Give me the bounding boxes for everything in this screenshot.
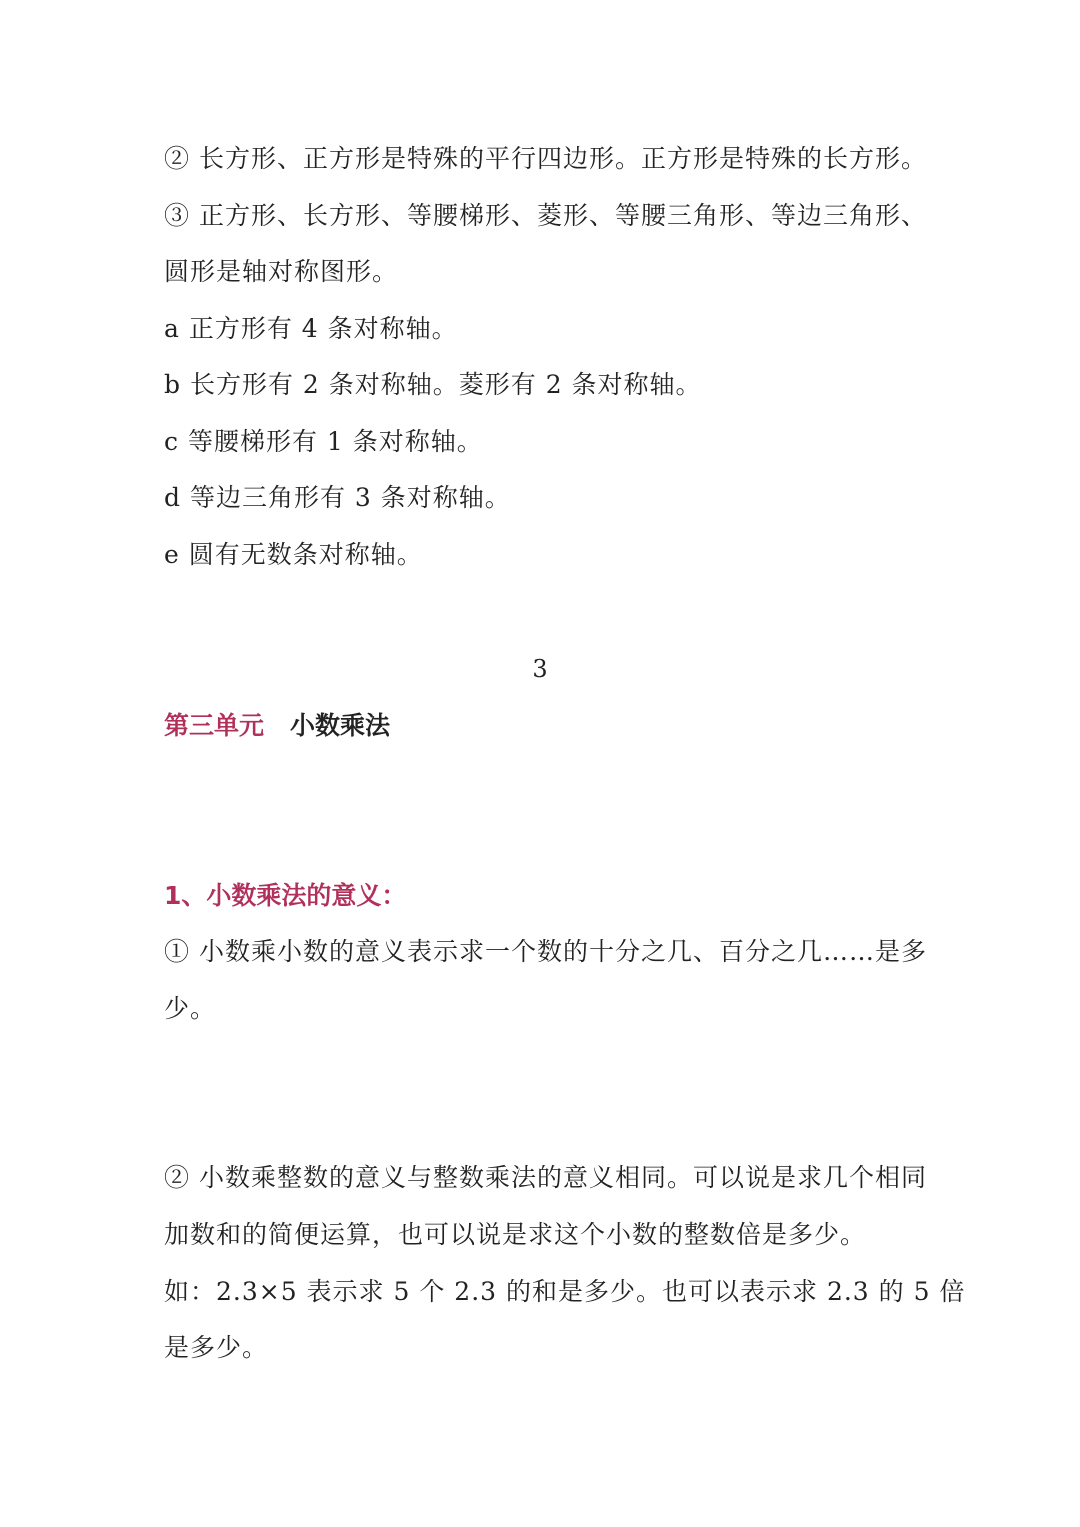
unit-heading [164, 709, 390, 743]
text-line: 少。 [164, 994, 217, 1023]
example-line: 如：2.3×5 表示求 5 个 2.3 的和是多少。也可以表示求 2.3 的 5 倍 [164, 1277, 966, 1306]
text-line: e 圆有无数条对称轴。 [164, 540, 423, 569]
unit-label: 第三单元 [164, 711, 265, 740]
unit-title: 小数乘法 [290, 711, 391, 740]
text-line: ③ 正方形、长方形、等腰梯形、菱形、等腰三角形、等边三角形、 [164, 201, 927, 230]
text-line: a 正方形有 4 条对称轴。 [164, 314, 458, 343]
section-heading: 1、小数乘法的意义： [164, 881, 407, 910]
example-line: 是多少。 [164, 1333, 269, 1362]
text-line: ② 小数乘整数的意义与整数乘法的意义相同。可以说是求几个相同 [164, 1163, 927, 1192]
text-line: 加数和的简便运算，也可以说是求这个小数的整数倍是多少。 [164, 1220, 867, 1249]
page-number: 3 [532, 655, 548, 683]
text-line: ② 长方形、正方形是特殊的平行四边形。正方形是特殊的长方形。 [164, 144, 927, 173]
text-line: 圆形是轴对称图形。 [164, 257, 399, 286]
text-line: b 长方形有 2 条对称轴。菱形有 2 条对称轴。 [164, 370, 702, 399]
text-line: d 等边三角形有 3 条对称轴。 [164, 483, 511, 512]
text-line: c 等腰梯形有 1 条对称轴。 [164, 427, 483, 456]
text-line: ① 小数乘小数的意义表示求一个数的十分之几、百分之几……是多 [164, 937, 927, 966]
